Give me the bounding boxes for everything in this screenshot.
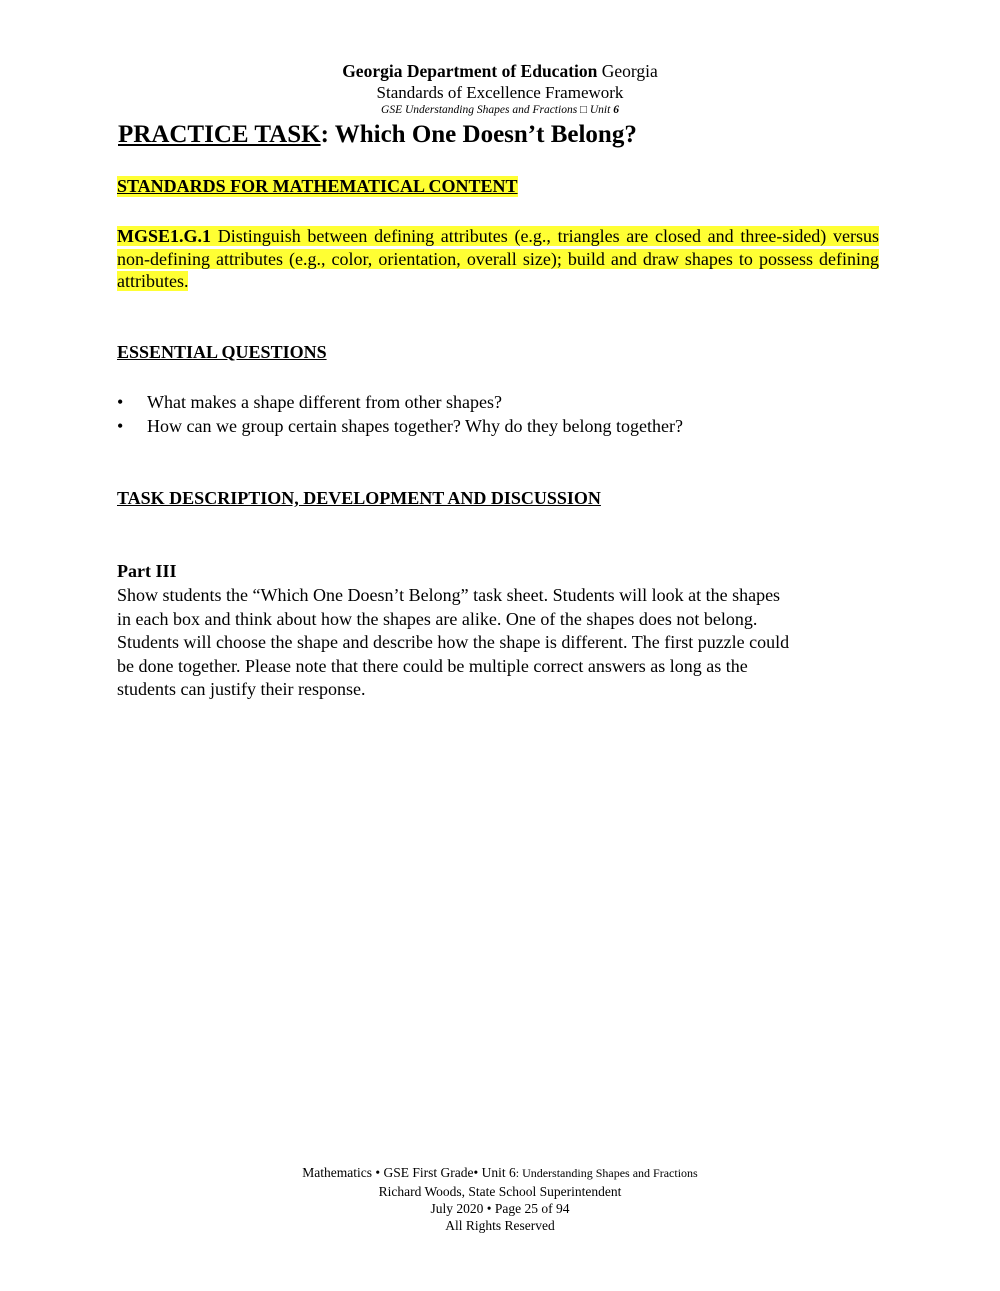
header-org-bold: Georgia Department of Education	[342, 61, 598, 81]
paragraph-line: Students will choose the shape and describe how the shape is different. The first puzzle could	[117, 632, 790, 652]
header-org-rest: Georgia	[597, 61, 658, 81]
paragraph-line: be done together. Please note that there could be multiple correct answers as long as the	[117, 655, 748, 676]
standard-code: MGSE1.G.1	[117, 226, 212, 246]
title-label: PRACTICE TASK	[118, 121, 321, 148]
task-paragraph	[117, 584, 877, 702]
bullet-icon: •	[117, 392, 124, 412]
standard-paragraph	[117, 225, 879, 293]
paragraph-line: in each box and think about how the shapes are alike. One of the shapes does not belong.	[117, 608, 758, 629]
paragraph-line: Show students the “Which One Doesn’t Belong” task sheet. Students will look at the shapes	[117, 585, 781, 605]
page-title	[118, 121, 637, 149]
paragraph-line: students can justify their response.	[117, 679, 366, 699]
header-unit-line	[0, 104, 1000, 116]
list-item	[117, 414, 683, 438]
part-title: Part III	[117, 561, 177, 581]
footer-superintendent: Richard Woods, State School Superintendent	[378, 1184, 622, 1199]
footer-course-line	[0, 1165, 1000, 1181]
footer-rights: All Rights Reserved	[445, 1218, 555, 1233]
list-item	[117, 390, 683, 414]
question-text: What makes a shape different from other shapes?	[147, 392, 503, 412]
essential-questions-heading: ESSENTIAL QUESTIONS	[117, 342, 327, 362]
footer-unit-title: : Understanding Shapes and Fractions	[515, 1166, 698, 1180]
standards-heading: STANDARDS FOR MATHEMATICAL CONTENT	[117, 176, 518, 196]
footer-page-number: July 2020 • Page 25 of 94	[430, 1201, 570, 1216]
footer-course: Mathematics • GSE First Grade• Unit 6	[302, 1165, 516, 1180]
title-text: : Which One Doesn’t Belong?	[320, 121, 637, 148]
task-description-heading: TASK DESCRIPTION, DEVELOPMENT AND DISCUSSION	[117, 488, 601, 508]
header-unit-number: 6	[613, 104, 619, 116]
essential-questions-list	[117, 390, 683, 438]
bullet-icon: •	[117, 416, 124, 436]
standard-text: Distinguish between defining attributes (e.g., triangles are closed and three-sided) versus non-defining attributes (e.g., color, orientation, overall size); build and draw shapes to possess defining attributes.	[117, 226, 879, 291]
header-organization	[0, 61, 1000, 82]
header-framework: Standards of Excellence Framework	[376, 83, 624, 102]
question-text: How can we group certain shapes together? Why do they belong together?	[147, 416, 683, 436]
header-unit-text: GSE Understanding Shapes and Fractions □ Unit	[381, 104, 614, 116]
